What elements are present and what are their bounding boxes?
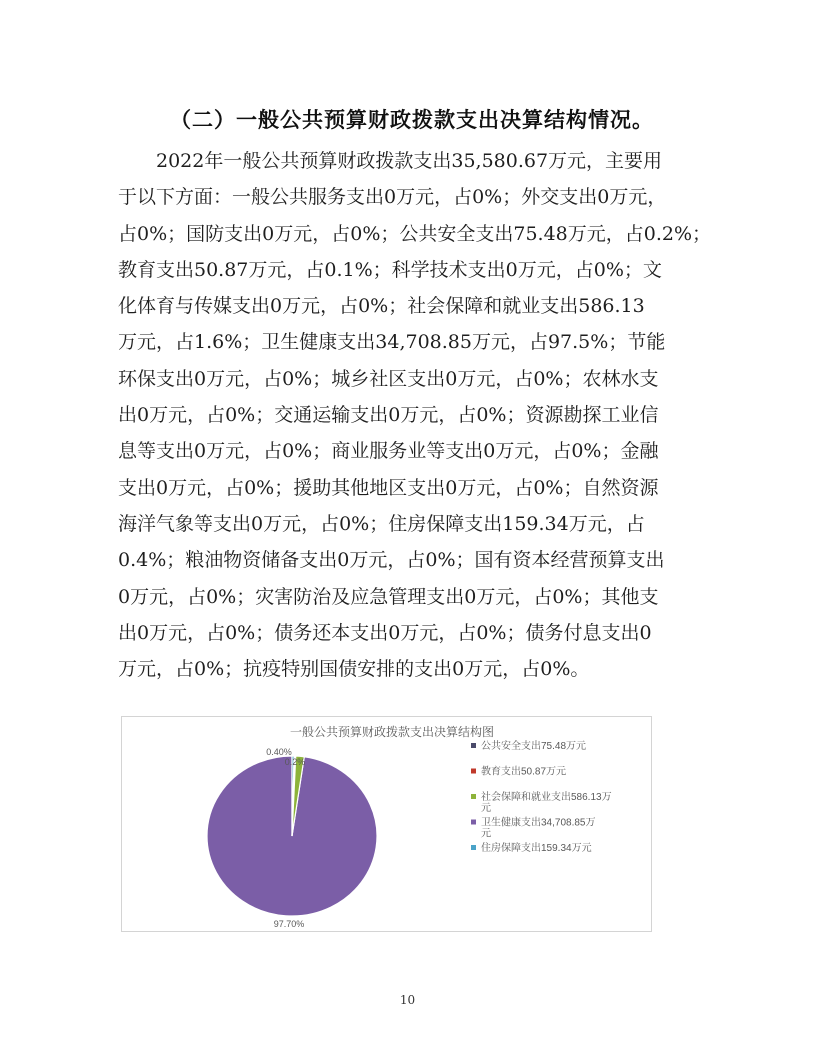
chart-title: 一般公共预算财政拨款支出决算结构图	[289, 725, 495, 739]
body-line: 0.4%；粮油物资储备支出0万元，占0%；国有资本经营预算支出	[118, 549, 665, 572]
body-line: 万元，占0%；抗疫特别国债安排的支出0万元，占0%。	[118, 658, 590, 681]
body-line: 支出0万元，占0%；援助其他地区支出0万元，占0%；自然资源	[118, 476, 659, 499]
pie-chart-panel	[121, 716, 652, 932]
body-line: 海洋气象等支出0万元，占0%；住房保障支出159.34万元，占	[118, 512, 645, 535]
body-line: 于以下方面：一般公共服务支出0万元，占0%；外交支出0万元，	[118, 186, 667, 209]
legend-label: 卫生健康支出34,708.85万元	[481, 817, 596, 840]
body-line: 占0%；国防支出0万元，占0%；公共安全支出75.48万元，占0.2%；	[118, 222, 712, 245]
section-heading: （二）一般公共预算财政拨款支出决算结构情况。	[170, 108, 654, 132]
body-line: 化体育与传媒支出0万元，占0%；社会保障和就业支出586.13	[118, 295, 645, 318]
body-line: 出0万元，占0%；债务还本支出0万元，占0%；债务付息支出0	[118, 621, 652, 644]
legend-swatch	[471, 845, 476, 850]
body-line: 息等支出0万元，占0%；商业服务业等支出0万元，占0%；金融	[118, 440, 659, 463]
legend-swatch	[471, 820, 476, 825]
legend-label: 公共安全支出75.48万元	[481, 741, 587, 752]
body-line: 环保支出0万元，占0%；城乡社区支出0万元，占0%；农林水支	[118, 367, 659, 390]
body-paragraph	[118, 143, 712, 687]
body-line: 万元，占1.6%；卫生健康支出34,708.85万元，占97.5%；节能	[118, 331, 666, 354]
legend-label: 住房保障支出159.34万元	[481, 843, 592, 854]
body-line: 教育支出50.87万元，占0.1%；科学技术支出0万元，占0%；文	[118, 258, 662, 281]
data-label-overlap: 0.2%	[284, 757, 306, 767]
pie-slices	[207, 756, 377, 916]
data-label-health: 97.70%	[273, 919, 305, 929]
legend-swatch	[471, 743, 476, 748]
body-line: 出0万元，占0%；交通运输支出0万元，占0%；资源勘探工业信	[118, 404, 659, 427]
legend-label: 教育支出50.87万元	[481, 766, 567, 778]
legend-swatch	[471, 769, 476, 774]
legend-label: 社会保障和就业支出586.13万元	[481, 792, 612, 814]
page-number: 10	[399, 993, 416, 1007]
body-line: 2022年一般公共预算财政拨款支出35,580.67万元，主要用	[156, 150, 663, 172]
legend-swatch	[471, 794, 476, 799]
body-line: 0万元，占0%；灾害防治及应急管理支出0万元，占0%；其他支	[118, 585, 659, 608]
pie-chart	[122, 717, 651, 931]
chart-legend	[471, 739, 612, 854]
data-label-housing: 0.40%	[266, 747, 292, 757]
